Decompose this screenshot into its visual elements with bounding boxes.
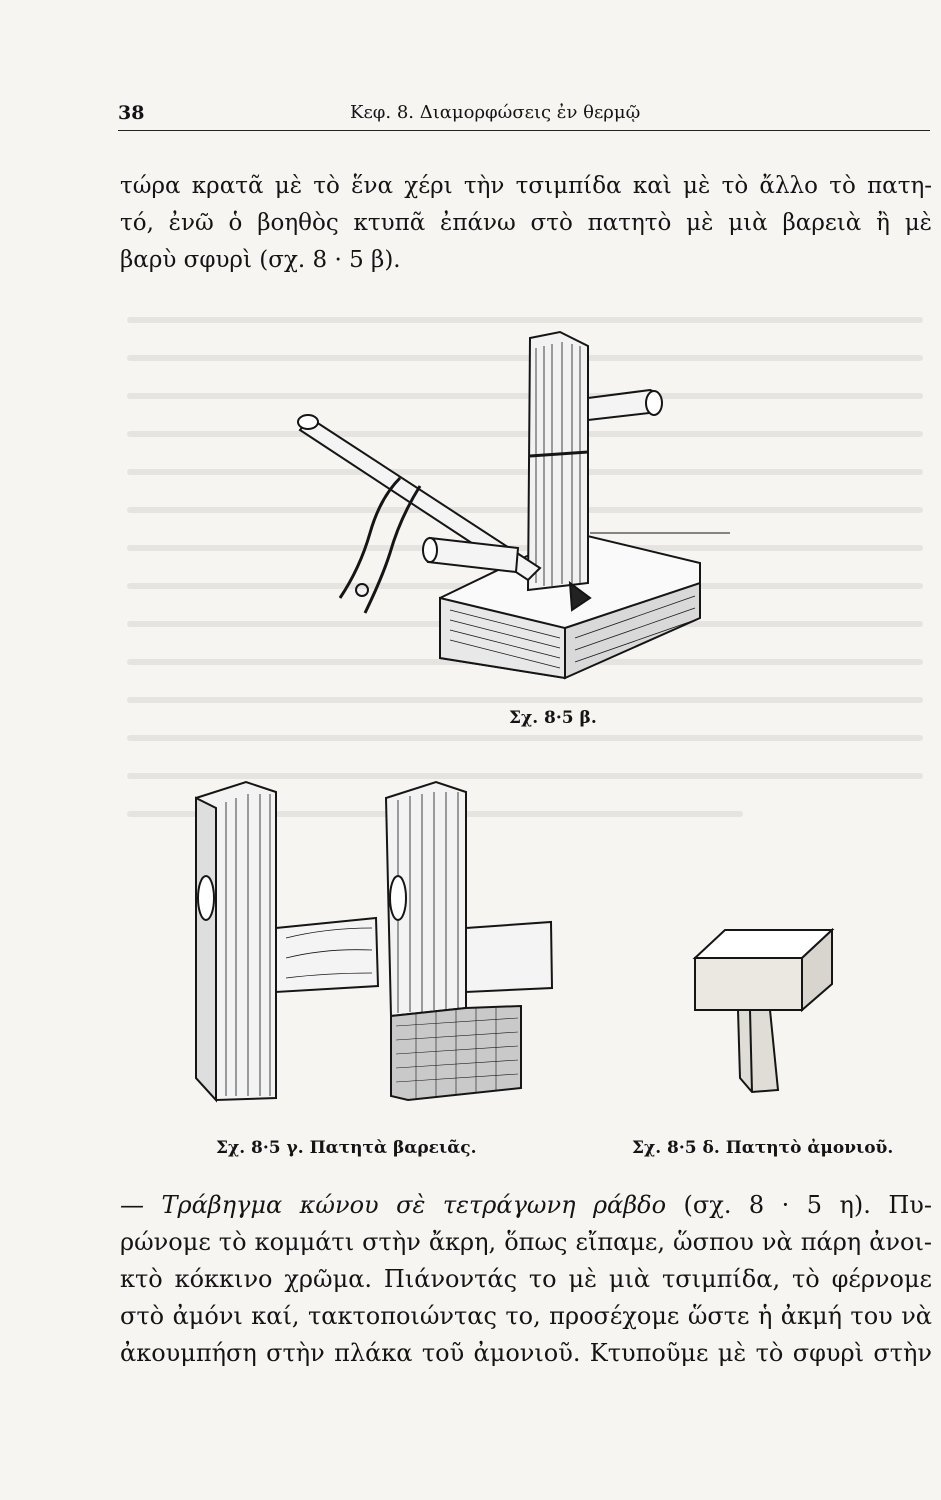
text-line: τό, ἐνῶ ὁ βοηθὸς κτυπᾶ ἐπάνω στὸ πατητὸ μὲ μιὰ βαρειὰ ἢ μὲ [120, 210, 932, 236]
text-line: βαρὺ σφυρὶ (σχ. 8 · 5 β). [120, 247, 401, 273]
text-line: στὸ ἀμόνι καί, τακτοποιώντας το, προσέχομε ὥστε ἡ ἀκμή του νὰ [120, 1302, 932, 1330]
text-line: κτὸ κόκκινο χρῶμα. Πιάνοντάς το μὲ μιὰ τσιμπίδα, τὸ φέρνομε [120, 1265, 932, 1293]
figure-caption-d: Σχ. 8·5 δ. Πατητὸ ἀμονιοῦ. [632, 1138, 894, 1158]
page-number: 38 [118, 102, 145, 124]
text-line: τώρα κρατᾶ μὲ τὸ ἕνα χέρι τὴν τσιμπίδα καὶ μὲ τὸ ἄλλο τὸ πατη- [120, 173, 932, 199]
paragraph-top [120, 168, 932, 279]
heading-rest: (σχ. 8 · 5 η). Πυ- [666, 1191, 933, 1219]
text-line: ἀκουμπήση στὴν πλάκα τοῦ ἀμονιοῦ. Κτυποῦμε μὲ τὸ σφυρὶ στὴν [120, 1339, 932, 1367]
paragraph-bottom [120, 1187, 932, 1372]
text-line-heading [120, 1187, 932, 1224]
figure-8-5-d-illustration [690, 928, 840, 1098]
running-header [118, 100, 930, 131]
text-line: ρώνομε τὸ κομμάτι στὴν ἄκρη, ὅπως εἴπαμε, ὥσπου νὰ πάρη ἀνοι- [120, 1228, 932, 1256]
figure-caption-b: Σχ. 8·5 β. [509, 708, 597, 728]
figure-8-5-b-illustration [290, 328, 710, 698]
figure-8-5-g-illustration [176, 778, 556, 1108]
figure-caption-g: Σχ. 8·5 γ. Πατητὰ βαρειᾶς. [216, 1138, 477, 1158]
section-heading: — Τράβηγμα κώνου σὲ τετράγωνη ράβδο [120, 1191, 667, 1219]
running-head: Κεφ. 8. Διαμορφώσεις ἐν θερμῷ [350, 102, 641, 123]
